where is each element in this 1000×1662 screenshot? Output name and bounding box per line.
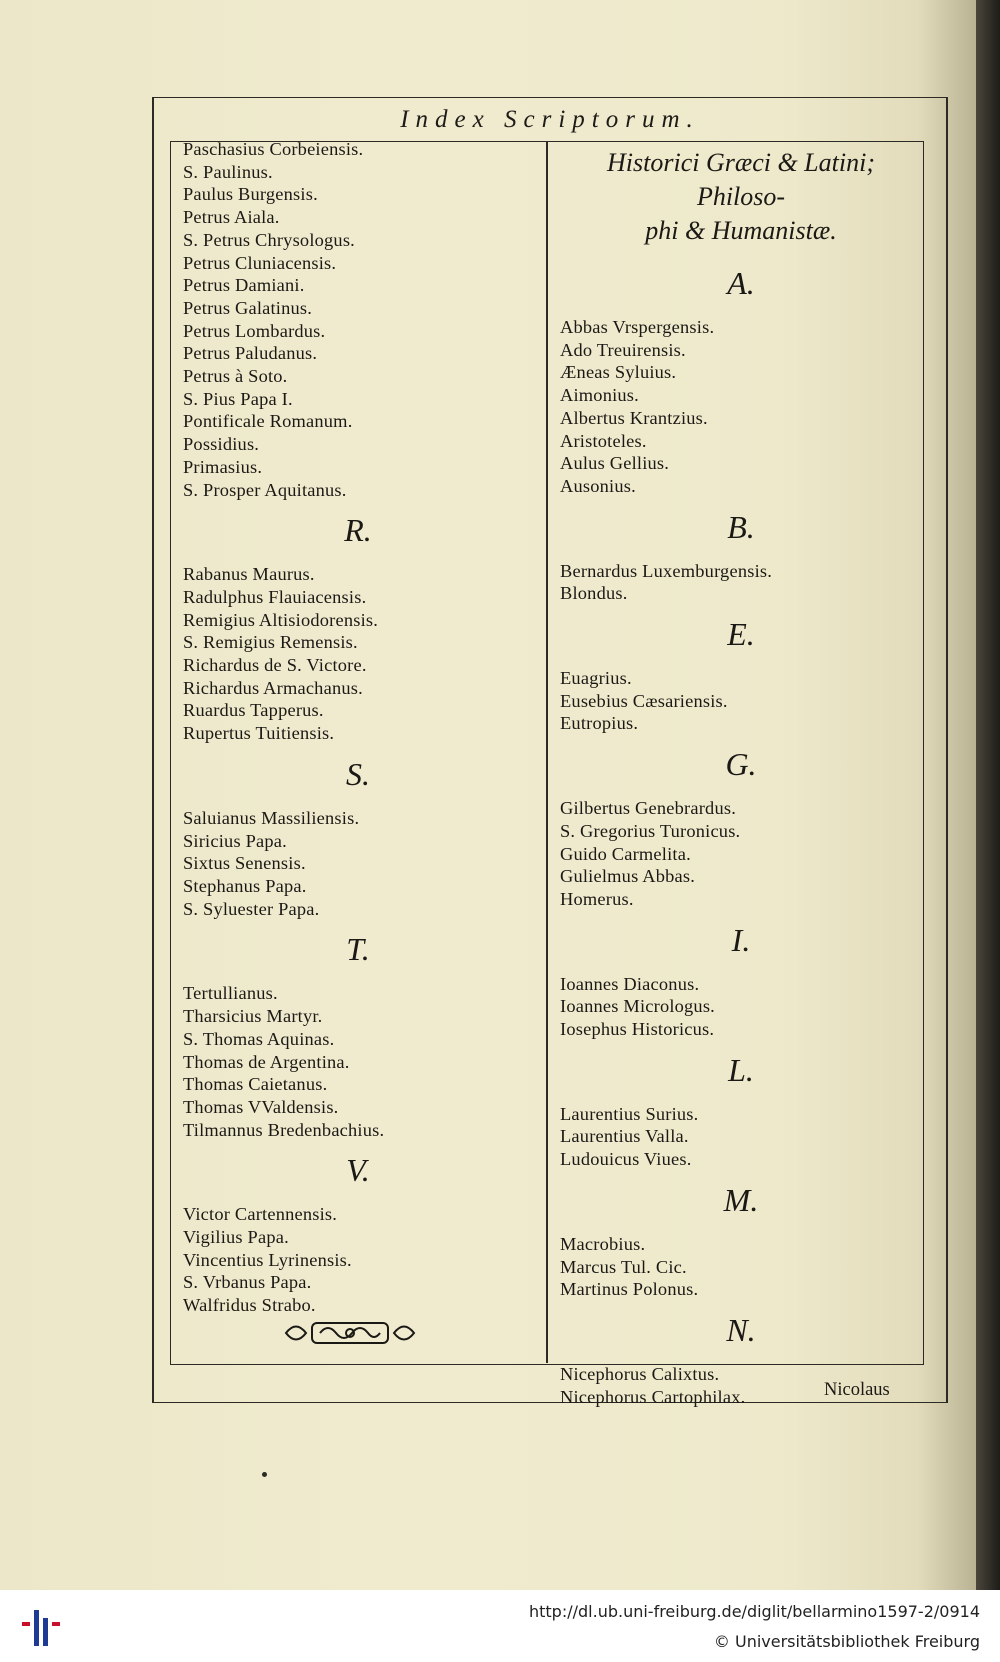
list-item: Aimonius. <box>560 385 639 406</box>
list-item: S. Paulinus. <box>183 161 273 182</box>
catchword: Nicolaus <box>824 1380 890 1400</box>
list-item: Tilmannus Bredenbachius. <box>183 1119 385 1140</box>
list-item: S. Gregorius Turonicus. <box>560 820 741 841</box>
list-item: Siricius Papa. <box>183 830 287 851</box>
list-item: Aristoteles. <box>560 430 647 451</box>
list-item: Stephanus Papa. <box>183 875 307 896</box>
list-item: S. Pius Papa I. <box>183 388 293 409</box>
list-item: Martinus Polonus. <box>560 1279 699 1300</box>
printer-ornament-icon <box>282 1316 418 1350</box>
ink-speck <box>262 1472 267 1477</box>
list-item: Thomas Caietanus. <box>183 1074 328 1095</box>
list-item: Primasius. <box>183 456 263 477</box>
permalink-url[interactable]: http://dl.ub.uni-freiburg.de/diglit/bellarmino1597-2/0914 <box>528 1602 980 1621</box>
list-item: Sixtus Senensis. <box>183 853 306 874</box>
right-column <box>560 138 922 1408</box>
column-divider <box>546 141 548 1363</box>
list-item: Homerus. <box>560 888 634 909</box>
list-item: Abbas Vrspergensis. <box>560 317 715 337</box>
list-item: Gilbertus Genebrardus. <box>560 798 736 819</box>
list-item: Laurentius Valla. <box>560 1126 689 1147</box>
section-letter-m: M. <box>723 1181 759 1218</box>
section-letter-s: S. <box>346 755 370 792</box>
list-item: Nicephorus Calixtus. <box>560 1363 720 1384</box>
list-item: Macrobius. <box>560 1233 646 1254</box>
library-logo-icon <box>20 1606 64 1650</box>
section-letter-t: T. <box>346 931 370 968</box>
list-item: Ado Treuirensis. <box>560 339 686 360</box>
list-item: Thomas de Argentina. <box>183 1051 350 1072</box>
list-item: Petrus Damiani. <box>183 275 305 296</box>
list-item: Vincentius Lyrinensis. <box>183 1249 352 1270</box>
list-item: Bernardus Luxemburgensis. <box>560 560 773 581</box>
footer-bar <box>0 1590 1000 1662</box>
list-item: Richardus Armachanus. <box>183 677 363 698</box>
section-letter-l: L. <box>728 1051 754 1088</box>
right-column-heading <box>560 138 922 254</box>
list-item: Eutropius. <box>560 713 639 734</box>
list-item: Victor Cartennensis. <box>183 1204 338 1225</box>
list-item: S. Thomas Aquinas. <box>183 1028 335 1049</box>
copyright-notice: © Universitätsbibliothek Freiburg <box>713 1632 980 1651</box>
list-item: Saluianus Massiliensis. <box>183 807 360 828</box>
section-letter-a: A. <box>727 265 755 301</box>
list-item: Æneas Syluius. <box>560 362 677 383</box>
list-item: S. Syluester Papa. <box>183 898 320 919</box>
section-letter-e: E. <box>727 616 755 653</box>
list-item: Tharsicius Martyr. <box>183 1006 323 1027</box>
list-item: S. Vrbanus Papa. <box>183 1272 312 1293</box>
list-item: Ioannes Micrologus. <box>560 996 715 1017</box>
list-item: Petrus Aiala. <box>183 207 280 228</box>
list-item: Petrus à Soto. <box>183 366 288 387</box>
heading-line-2: phi & Humanistæ. <box>645 216 837 245</box>
section-letter-n: N. <box>726 1311 756 1348</box>
heading-line-1: Historici Græci & Latini; Philoso- <box>607 148 875 211</box>
list-item: Petrus Paludanus. <box>183 343 318 364</box>
list-item: Blondus. <box>560 583 628 604</box>
list-item: Paulus Burgensis. <box>183 184 318 205</box>
list-item: Radulphus Flauiacensis. <box>183 586 367 607</box>
list-item: Petrus Galatinus. <box>183 297 313 318</box>
section-letter-b: B. <box>727 508 755 545</box>
list-item: Guido Carmelita. <box>560 843 691 864</box>
list-item: Euagrius. <box>560 668 632 689</box>
list-item: Albertus Krantzius. <box>560 407 708 428</box>
list-item: Petrus Cluniacensis. <box>183 252 337 273</box>
list-item: Tertullianus. <box>183 983 278 1004</box>
list-item: Aulus Gellius. <box>560 453 670 474</box>
section-letter-i: I. <box>731 921 751 958</box>
list-item: Ausonius. <box>560 475 636 496</box>
list-item: Nicephorus Cartophilax. <box>560 1386 746 1407</box>
list-item: Eusebius Cæsariensis. <box>560 690 728 711</box>
left-column <box>183 138 533 1317</box>
list-item: Marcus Tul. Cic. <box>560 1256 687 1277</box>
list-item: Iosephus Historicus. <box>560 1019 715 1040</box>
list-item: Laurentius Surius. <box>560 1103 699 1124</box>
list-item: Walfridus Strabo. <box>183 1295 316 1316</box>
list-item: Rabanus Maurus. <box>183 564 315 585</box>
list-item: Possidius. <box>183 434 260 455</box>
list-item: Pontificale Romanum. <box>183 411 353 432</box>
list-item: Ludouicus Viues. <box>560 1149 692 1170</box>
list-item: S. Petrus Chrysologus. <box>183 229 355 250</box>
section-letter-r: R. <box>344 512 372 549</box>
list-item: Rupertus Tuitiensis. <box>183 723 335 744</box>
list-item: S. Prosper Aquitanus. <box>183 479 347 500</box>
left-top-entries <box>183 138 533 501</box>
list-item: Thomas VValdensis. <box>183 1096 339 1117</box>
section-letter-g: G. <box>725 746 757 783</box>
list-item: Ruardus Tapperus. <box>183 700 324 721</box>
list-item: Vigilius Papa. <box>183 1227 289 1248</box>
section-letter-v: V. <box>346 1152 370 1189</box>
list-item: Richardus de S. Victore. <box>183 655 367 676</box>
book-spine-shadow <box>976 0 1000 1590</box>
list-item: Gulielmus Abbas. <box>560 866 695 887</box>
list-item: Remigius Altisiodorensis. <box>183 609 379 630</box>
list-item: Ioannes Diaconus. <box>560 973 700 994</box>
list-item: Paschasius Corbeiensis. <box>183 139 364 159</box>
list-item: S. Remigius Remensis. <box>183 632 358 653</box>
list-item: Petrus Lombardus. <box>183 320 326 341</box>
running-header: Index Scriptorum. <box>400 106 700 133</box>
